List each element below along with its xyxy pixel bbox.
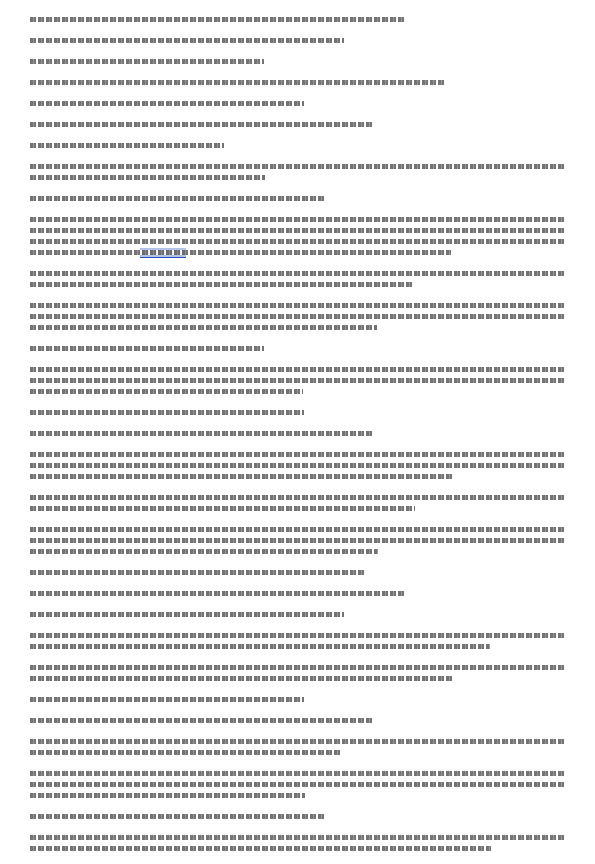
paragraph <box>30 214 564 258</box>
text-line <box>30 172 564 183</box>
paragraph <box>30 343 564 354</box>
text-line <box>30 407 564 418</box>
text-line <box>30 322 564 333</box>
text-line <box>30 268 564 279</box>
paragraph <box>30 449 564 482</box>
paragraph <box>30 736 564 758</box>
text-line <box>30 375 564 386</box>
text-line <box>30 247 564 258</box>
paragraph-lines <box>30 832 564 854</box>
paragraph <box>30 492 564 514</box>
paragraph-lines <box>30 343 564 354</box>
paragraph <box>30 98 564 109</box>
paragraph-lines <box>30 662 564 684</box>
text-line <box>30 736 564 747</box>
paragraph-lines <box>30 694 564 705</box>
paragraph <box>30 588 564 599</box>
text-line <box>30 140 564 151</box>
text-line <box>30 343 564 354</box>
text-line <box>30 56 564 67</box>
text-line <box>30 428 564 439</box>
text-line <box>30 715 564 726</box>
paragraph <box>30 407 564 418</box>
text-line <box>30 832 564 843</box>
paragraph <box>30 567 564 578</box>
paragraph <box>30 715 564 726</box>
paragraph-lines <box>30 56 564 67</box>
paragraph-lines <box>30 161 564 183</box>
paragraph <box>30 811 564 822</box>
text-line <box>30 77 564 88</box>
text-line <box>30 747 564 758</box>
text-line <box>30 311 564 322</box>
text-line <box>30 492 564 503</box>
paragraph-lines <box>30 715 564 726</box>
text-line <box>30 300 564 311</box>
text-line <box>30 225 564 236</box>
text-line <box>30 630 564 641</box>
paragraph <box>30 268 564 290</box>
paragraph-lines <box>30 736 564 758</box>
text-line <box>30 567 564 578</box>
paragraph-lines <box>30 768 564 801</box>
paragraph <box>30 428 564 439</box>
paragraph-lines <box>30 35 564 46</box>
paragraph <box>30 662 564 684</box>
text-line <box>30 662 564 673</box>
text-line <box>30 524 564 535</box>
paragraph-lines <box>30 567 564 578</box>
paragraph <box>30 300 564 333</box>
text-line <box>30 673 564 684</box>
text-line <box>30 449 564 460</box>
paragraph-lines <box>30 77 564 88</box>
paragraph <box>30 140 564 151</box>
paragraph-lines <box>30 119 564 130</box>
text-line <box>30 790 564 801</box>
text-line <box>30 386 564 397</box>
text-line <box>30 694 564 705</box>
document-body <box>30 14 564 864</box>
paragraph-lines <box>30 428 564 439</box>
text-line <box>30 193 564 204</box>
text-line <box>30 811 564 822</box>
text-line <box>30 460 564 471</box>
text-line <box>30 161 564 172</box>
paragraph-lines <box>30 14 564 25</box>
text-line <box>30 279 564 290</box>
paragraph <box>30 56 564 67</box>
text-line <box>30 779 564 790</box>
text-line <box>30 843 564 854</box>
paragraph <box>30 193 564 204</box>
paragraph-lines <box>30 98 564 109</box>
text-line <box>30 14 564 25</box>
paragraph-lines <box>30 524 564 557</box>
text-line <box>30 535 564 546</box>
paragraph-lines <box>30 364 564 397</box>
text-line <box>30 35 564 46</box>
paragraph-lines <box>30 630 564 652</box>
paragraph-lines <box>30 407 564 418</box>
text-line <box>30 236 564 247</box>
paragraph <box>30 35 564 46</box>
text-line <box>30 641 564 652</box>
paragraph <box>30 524 564 557</box>
paragraph <box>30 609 564 620</box>
text-line <box>30 98 564 109</box>
text-line <box>30 364 564 375</box>
paragraph <box>30 832 564 854</box>
paragraph-lines <box>30 449 564 482</box>
text-line <box>30 119 564 130</box>
paragraph <box>30 14 564 25</box>
paragraph-lines <box>30 609 564 620</box>
text-line <box>30 768 564 779</box>
paragraph-lines <box>30 492 564 514</box>
text-line <box>30 546 564 557</box>
paragraph <box>30 77 564 88</box>
paragraph-lines <box>30 588 564 599</box>
paragraph-lines <box>30 811 564 822</box>
paragraph <box>30 161 564 183</box>
paragraph <box>30 364 564 397</box>
paragraph <box>30 119 564 130</box>
paragraph <box>30 694 564 705</box>
paragraph <box>30 630 564 652</box>
text-line <box>30 503 564 514</box>
text-line <box>30 609 564 620</box>
text-line <box>30 588 564 599</box>
document-link[interactable] <box>140 248 186 258</box>
text-line <box>30 214 564 225</box>
paragraph-lines <box>30 214 564 258</box>
paragraph-lines <box>30 300 564 333</box>
paragraph-lines <box>30 193 564 204</box>
paragraph-lines <box>30 140 564 151</box>
paragraph-lines <box>30 268 564 290</box>
paragraph <box>30 768 564 801</box>
text-line <box>30 471 564 482</box>
